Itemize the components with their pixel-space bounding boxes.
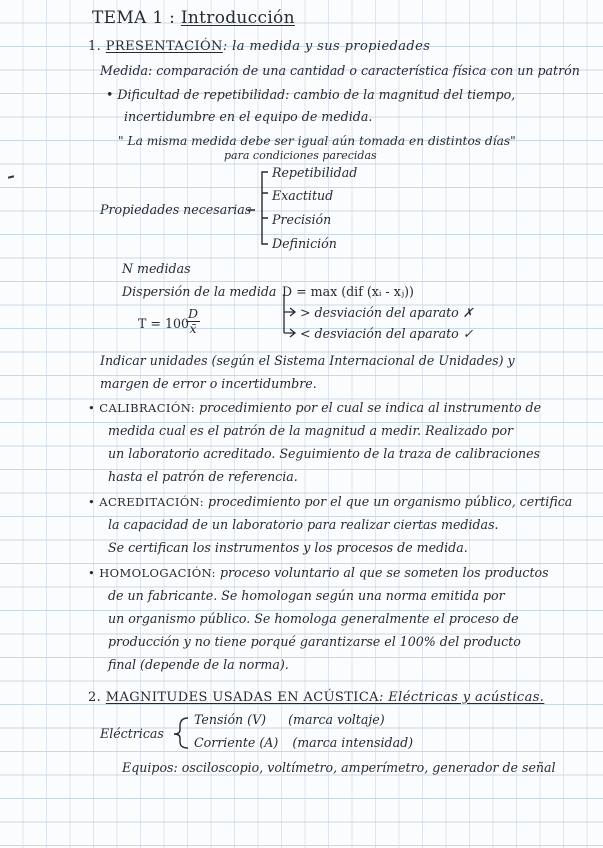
homologacion-line-1: • HOMOLOGACIÓN: proceso voluntario al que se someten los productos <box>88 565 549 580</box>
section2-heading: 2. MAGNITUDES USADAS EN ACÚSTICA: Eléctricas y acústicas. <box>88 690 545 705</box>
arrow-less-deviation: < desviación del aparato ✓ <box>300 326 474 341</box>
acreditacion-label: • ACREDITACIÓN: <box>88 495 205 509</box>
fraction-numerator: D <box>188 306 199 321</box>
property-repetibilidad: Repetibilidad <box>272 165 358 180</box>
calibracion-label: • CALIBRACIÓN: <box>88 401 196 415</box>
property-exactitud: Exactitud <box>272 188 334 203</box>
quote: " La misma medida debe ser igual aún tomada en distintos días" <box>118 134 516 148</box>
properties-label: Propiedades necesarias <box>100 202 252 217</box>
title-name: Introducción <box>180 8 295 28</box>
units-line-2: margen de error o incertidumbre. <box>100 376 317 391</box>
corriente-note: (marca intensidad) <box>292 735 414 750</box>
equipos-line: Equipos: osciloscopio, voltímetro, amperímetro, generador de señal <box>122 760 556 775</box>
t-formula: T = 100 <box>138 316 189 331</box>
homologacion-label: • HOMOLOGACIÓN: <box>88 566 216 580</box>
property-definicion: Definición <box>272 236 337 251</box>
calibracion-line-1: • CALIBRACIÓN: procedimiento por el cual se indica al instrumento de <box>88 400 542 415</box>
calibracion-line-3: un laboratorio acreditado. Seguimiento de la traza de calibraciones <box>108 446 540 461</box>
arrow-greater-deviation: > desviación del aparato ✗ <box>300 305 474 320</box>
homologacion-line-4: producción y no tiene porqué garantizarse el 100% del producto <box>108 634 521 649</box>
homologacion-line-5: final (depende de la norma). <box>108 657 289 672</box>
homologacion-line-2: de un fabricante. Se homologan según una norma emitida por <box>108 588 505 603</box>
acreditacion-line-3: Se certifican los instrumentos y los procesos de medida. <box>108 540 468 555</box>
page-title: TEMA 1 : Introducción <box>92 8 295 28</box>
definition-medida: Medida: comparación de una cantidad o característica física con un patrón <box>100 63 580 78</box>
calibracion-line-4: hasta el patrón de referencia. <box>108 469 298 484</box>
dispersion-label: Dispersión de la medida <box>122 284 277 299</box>
tension-note: (marca voltaje) <box>288 712 385 727</box>
quote-note: para condiciones parecidas <box>224 149 377 162</box>
title-tema: TEMA 1 <box>92 8 164 28</box>
corriente-name: Corriente (A) <box>194 735 279 750</box>
bullet-repetibilidad: • Dificultad de repetibilidad: cambio de la magnitud del tiempo, <box>106 87 516 102</box>
fraction-denominator: x̄ <box>189 321 197 336</box>
calibracion-line-2: medida cual es el patrón de la magnitud a medir. Realizado por <box>108 423 514 438</box>
section1-heading: 1. PRESENTACIÓN: la medida y sus propiedades <box>88 39 431 54</box>
electricas-item-corriente <box>194 735 413 751</box>
n-medidas: N medidas <box>122 261 191 276</box>
homologacion-line-3: un organismo público. Se homologa generalmente el proceso de <box>108 611 519 626</box>
section2-heading-rest: : Eléctricas y acústicas. <box>378 690 545 705</box>
section1-heading-rest: : la medida y sus propiedades <box>222 39 431 54</box>
tension-name: Tensión (V) <box>194 712 267 727</box>
bullet-repetibilidad-cont: incertidumbre en el equipo de medida. <box>124 109 373 124</box>
property-precision: Precisión <box>272 212 332 227</box>
dispersion-formula: D = max (dif (xᵢ - xⱼ)) <box>282 284 414 299</box>
section2-heading-caps: MAGNITUDES USADAS EN ACÚSTICA <box>105 690 379 705</box>
acreditacion-line-2: la capacidad de un laboratorio para realizar ciertas medidas. <box>108 517 499 532</box>
section1-heading-caps: PRESENTACIÓN <box>105 39 223 54</box>
electricas-label: Eléctricas <box>100 726 164 741</box>
electricas-item-tension <box>194 712 385 728</box>
acreditacion-line-1: • ACREDITACIÓN: procedimiento por el que un organismo público, certifica <box>88 494 573 509</box>
units-line-1: Indicar unidades (según el Sistema Internacional de Unidades) y <box>100 353 515 368</box>
